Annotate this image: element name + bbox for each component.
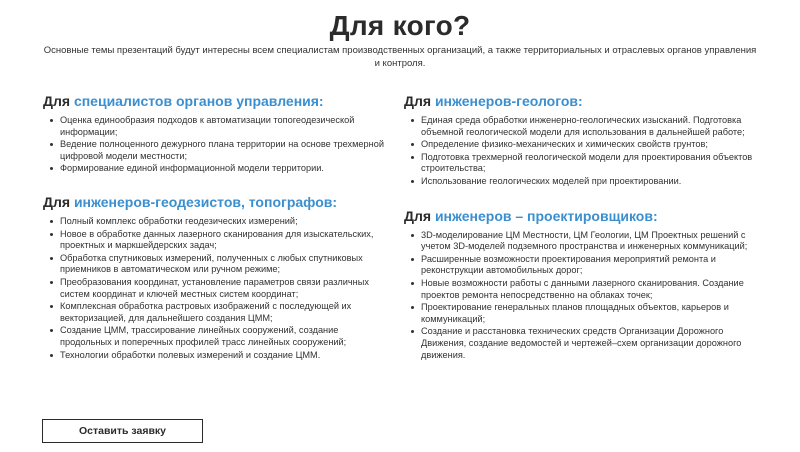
- heading-accent: инженеров-геодезистов, топографов:: [73, 193, 338, 210]
- heading-prefix: Для: [404, 93, 435, 109]
- list-item: Технологии обработки полевых измерений и создание ЦММ.: [60, 350, 388, 362]
- list-item: Новое в обработке данных лазерного сканирования для изыскательских, проектных и маркшейдерских задач;: [60, 229, 388, 252]
- list-item: 3D-моделирование ЦМ Местности, ЦМ Геологии, ЦМ Проектных решений с учетом 3D-моделей подземного пространства и инженерных коммуникаций;: [421, 230, 754, 253]
- left-column: [43, 92, 388, 362]
- list-item: Преобразования координат, установление параметров связи различных систем координат и ключей местных систем координат;: [60, 277, 388, 300]
- section-heading-geodesists: [43, 193, 388, 211]
- list-item: Проектирование генеральных планов площадных объектов, карьеров и коммуникаций;: [421, 302, 754, 325]
- list-item: Ведение полноценного дежурного плана территории на основе трехмерной цифровой модели местности;: [60, 139, 388, 162]
- heading-accent: инженеров – проектировщиков:: [434, 207, 658, 224]
- section-geodesists: [43, 193, 388, 361]
- management-list: [43, 115, 388, 175]
- list-item: Подготовка трехмерной геологической модели для проектирования объектов строительства;: [421, 151, 753, 174]
- heading-prefix: Для: [43, 193, 74, 210]
- geodesists-list: [43, 216, 388, 361]
- section-heading-management: [43, 92, 388, 110]
- heading-prefix: Для: [43, 93, 74, 109]
- page-subtitle: Основные темы презентаций будут интересны всем специалистам производственных организаций, а также территориальных и отраслевых органов управления и контроля.: [43, 45, 757, 69]
- submit-application-button[interactable]: Оставить заявку: [42, 419, 203, 443]
- list-item: Обработка спутниковых измерений, полученных с любых спутниковых приемников в автоматическом или ручном режиме;: [60, 253, 388, 276]
- heading-accent: специалистов органов управления:: [73, 93, 324, 109]
- section-heading-geologists: [404, 92, 754, 110]
- section-heading-designers: [404, 207, 754, 225]
- list-item: Единая среда обработки инженерно-геологических изысканий. Подготовка объемной геологической модели для использования в дальнейшей работе;: [421, 115, 754, 138]
- section-geologists: [404, 92, 754, 188]
- list-item: Создание ЦММ, трассирование линейных сооружений, создание продольных и поперечных профилей трасс линейных сооружений;: [60, 325, 388, 348]
- list-item: Оценка единообразия подходов к автоматизации топогеодезической информации;: [60, 115, 388, 138]
- list-item: Определение физико-механических и химических свойств грунтов;: [421, 139, 754, 151]
- section-designers: [404, 207, 754, 362]
- heading-prefix: Для: [404, 207, 435, 224]
- section-management: [43, 92, 388, 175]
- geologists-list: [404, 115, 754, 188]
- list-item: Использование геологических моделей при проектировании.: [421, 176, 754, 188]
- list-item: Комплексная обработка растровых изображений с последующей их векторизацией, для дальнейшего создания ЦММ;: [60, 301, 388, 324]
- list-item: Новые возможности работы с данными лазерного сканирования. Создание проектов ремонта непосредственно на облаках точек;: [421, 278, 754, 301]
- heading-accent: инженеров-геологов:: [434, 93, 583, 109]
- list-item: Формирование единой информационной модели территории.: [60, 163, 388, 175]
- list-item: Расширенные возможности проектирования мероприятий ремонта и реконструкции автомобильных дорог;: [421, 254, 754, 277]
- right-column: [404, 92, 754, 362]
- designers-list: [404, 230, 754, 362]
- list-item: Полный комплекс обработки геодезических измерений;: [60, 216, 388, 228]
- list-item: Создание и расстановка технических средств Организации Дорожного Движения, создание ведомостей и чертежей–схем организации дорожного движения.: [421, 326, 754, 361]
- page-title: Для кого?: [329, 10, 471, 41]
